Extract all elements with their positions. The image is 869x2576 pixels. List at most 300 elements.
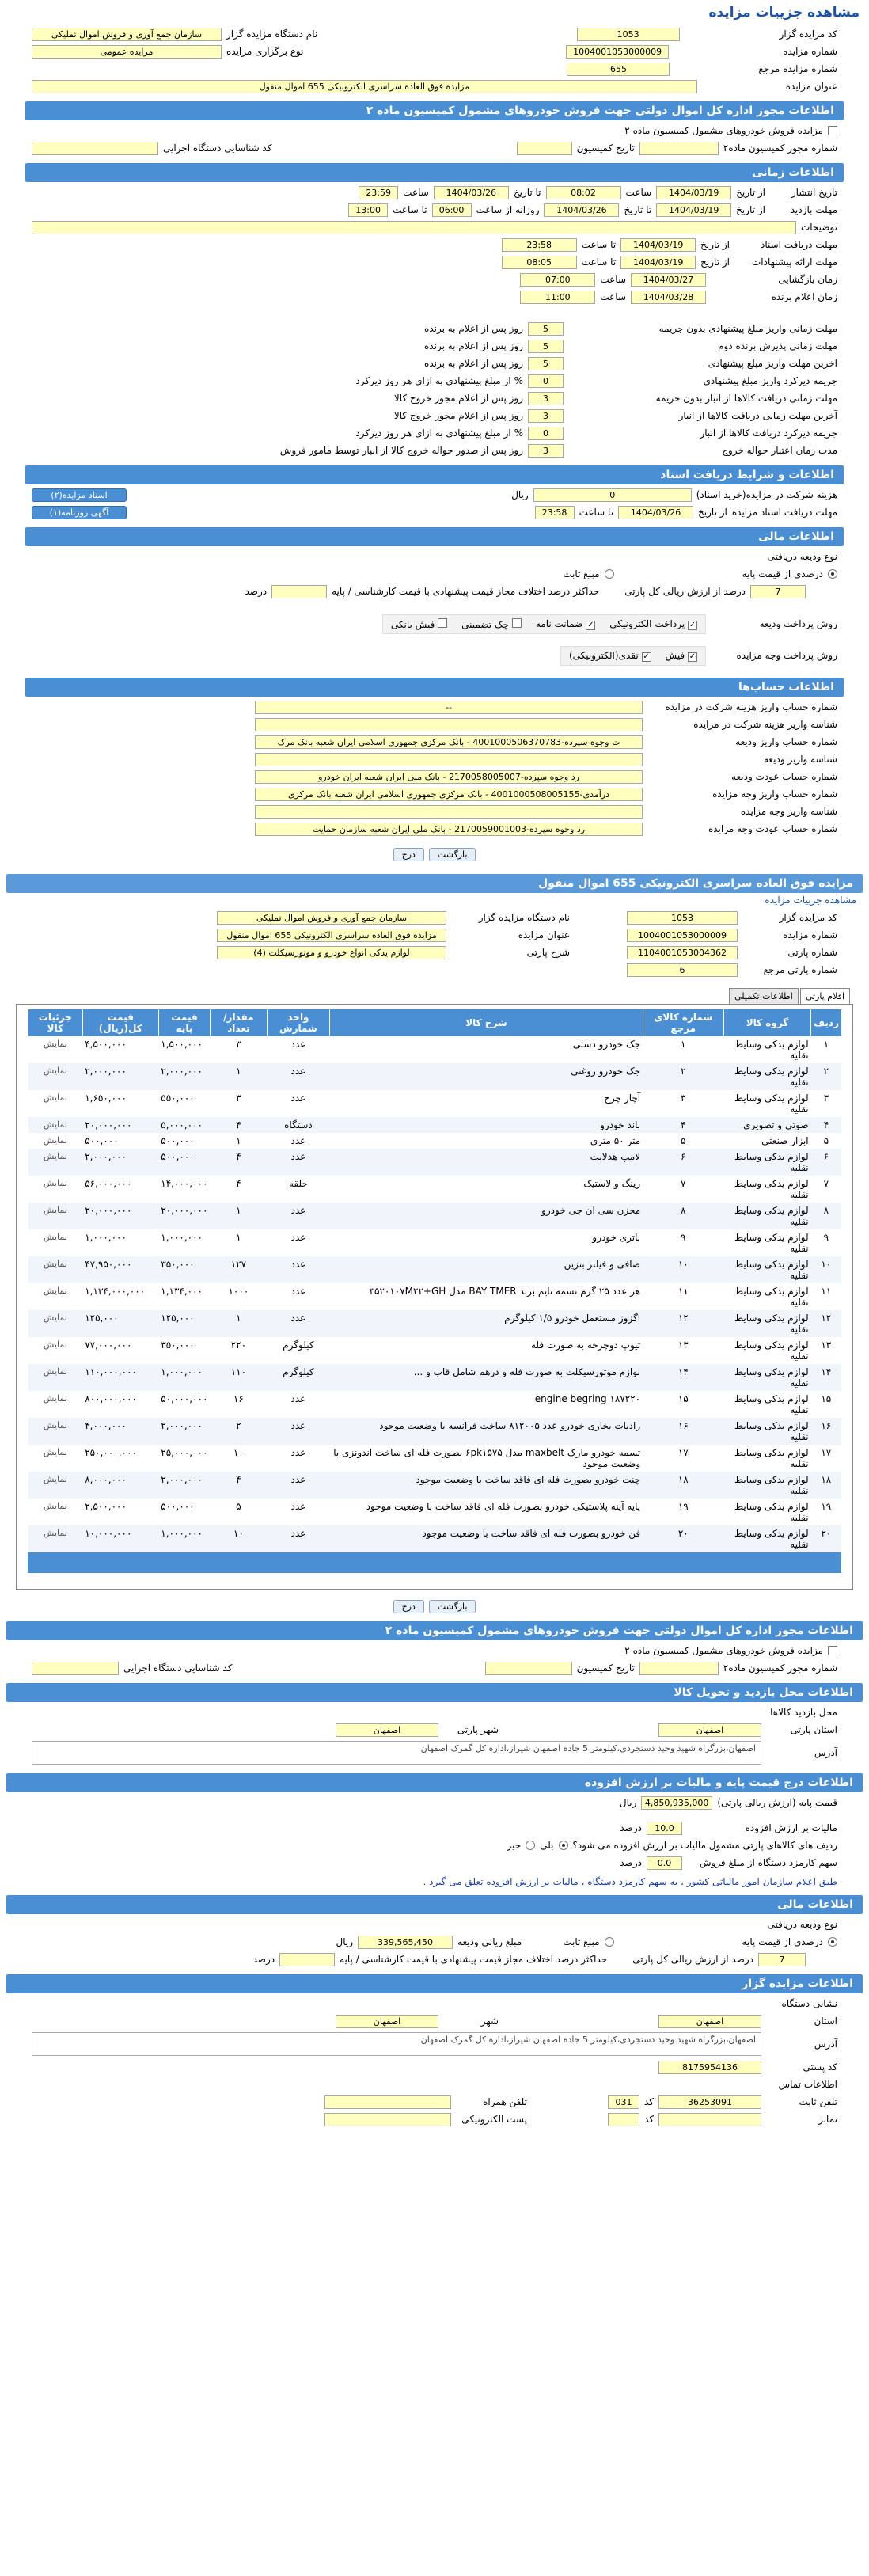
article2-section: [0, 120, 869, 158]
vat-no-label: خیر: [507, 1840, 522, 1851]
cell-details[interactable]: نمایش: [43, 1092, 67, 1103]
cell-qty: ۳: [236, 1092, 241, 1104]
publish-to-time-field: 23:59: [359, 186, 398, 199]
cell-ref: ۷: [681, 1178, 686, 1189]
account-label: شماره حساب عودت وجه مزایده: [708, 823, 837, 834]
items-table-wrap: [16, 1004, 853, 1590]
pay-electronic-checkbox[interactable]: ✓: [689, 620, 696, 629]
account-value: --: [255, 701, 643, 714]
daily-from-label: روزانه از ساعت: [476, 204, 540, 215]
cell-ref: ۱۲: [643, 1310, 723, 1337]
art2b-exec-label: کد شناسایی دستگاه اجرایی: [123, 1662, 233, 1674]
col-ref: شماره کالای مرجع: [643, 1009, 723, 1036]
open-date-field: 1404/03/27: [631, 273, 706, 287]
cell-ref: ۲۰: [643, 1525, 723, 1552]
party-insert-button[interactable]: درج: [393, 1600, 424, 1613]
table-row: [28, 1391, 842, 1418]
max-diff-unit: درصد: [245, 586, 268, 597]
cell-unit: عدد: [290, 1135, 306, 1146]
pricing-section: [0, 1792, 869, 1873]
location-header: اطلاعات محل بازدید و تحویل کالا: [6, 1683, 863, 1702]
publish-label: تاریخ انتشار: [791, 187, 837, 198]
party-link[interactable]: مشاهده جزییات مزایده: [765, 895, 856, 906]
account-row: [32, 750, 837, 768]
deadline-unit: روز پس از اعلام به برنده: [424, 358, 523, 369]
cell-details[interactable]: نمایش: [28, 1117, 83, 1133]
cell-group: لوازم یدکی وسایط نقلیه: [723, 1063, 810, 1090]
percent-label: درصدی از قیمت پایه: [742, 568, 823, 579]
cell-details[interactable]: نمایش: [43, 1501, 67, 1511]
deadline-unit: روز پس از اعلام مجوز خروج کالا: [393, 393, 523, 404]
fax-field: [658, 2113, 761, 2126]
party-info: [0, 907, 869, 980]
phone-label: تلفن ثابت: [799, 2096, 837, 2107]
cell-row: ۶: [811, 1149, 841, 1176]
cell-row: ۱۳: [821, 1339, 832, 1351]
vat-notice: طبق اعلام سازمان امور مالیاتی کشور ، به سهم کارمزد دستگاه ، مالیات بر ارزش افزوده تعلق می گیرد .: [423, 1876, 837, 1887]
cell-base-price: ۱۲۵,۰۰۰: [158, 1310, 210, 1337]
cell-details[interactable]: نمایش: [28, 1063, 83, 1090]
art2b-exec-field: [32, 1662, 119, 1675]
docs-deadline-time-label: تا ساعت: [579, 507, 614, 518]
cell-details[interactable]: نمایش: [28, 1418, 83, 1445]
publish-from-label: از تاریخ: [736, 187, 765, 198]
cell-total: ۵۰۰,۰۰۰: [85, 1135, 119, 1146]
cell-row: ۱۴: [811, 1364, 841, 1391]
cell-details[interactable]: نمایش: [28, 1525, 83, 1552]
article2-checkbox[interactable]: [828, 126, 837, 135]
docs-header: اطلاعات و شرایط دریافت اسناد: [25, 465, 844, 484]
auc-province-label: استان: [814, 2016, 837, 2027]
party-desc-label: شرح پارتی: [526, 947, 570, 958]
cell-row: ۱۵: [821, 1393, 832, 1404]
cell-total: ۱۰,۰۰۰,۰۰۰: [82, 1525, 158, 1552]
docs-section: [0, 484, 869, 522]
cell-total: ۴,۵۰۰,۰۰۰: [85, 1039, 127, 1050]
deadline-row: [32, 424, 837, 442]
vat-question: ردیف های کالاهای پارتی مشمول مالیات بر ارزش افزوده می شود؟: [572, 1840, 837, 1851]
deadline-unit: % از مبلغ پیشنهادی به ازای هر روز دیرکرد: [355, 427, 523, 439]
no-field: 1004001053000009: [566, 45, 669, 59]
cell-total: ۲۰,۰۰۰,۰۰۰: [82, 1117, 158, 1133]
f2-max-field: [279, 1953, 335, 1966]
cell-qty: ۴: [211, 1472, 267, 1499]
postal-field: 8175954136: [658, 2061, 761, 2074]
account-label: شناسه واریز هزینه شرکت در مزایده: [693, 719, 837, 730]
table-row: [28, 1499, 842, 1525]
cell-unit: عدد: [267, 1149, 330, 1176]
party-no-field: 1004001053000009: [627, 929, 738, 942]
col-row: ردیف: [811, 1009, 841, 1036]
cell-total: ۲۰,۰۰۰,۰۰۰: [82, 1203, 158, 1229]
party-tabs: [0, 988, 869, 1004]
items-table: [28, 1009, 841, 1552]
vat-yes-radio[interactable]: [559, 1841, 568, 1850]
accounts-header: اطلاعات حساب‌ها: [25, 678, 844, 697]
publish-to-label: تا تاریخ: [513, 187, 541, 198]
col-base-price: قیمت پایه: [158, 1009, 210, 1036]
account-value: ت وجوه سپرده-4001000506370783 - بانک مرکزی جمهوری اسلامی ایران شعبه بانک مرک: [255, 735, 643, 749]
cell-row: ۱۰: [811, 1256, 841, 1283]
account-value: رد وجوه سپرده-2170058005007 - بانک ملی ایران شعبه ایران خودرو: [255, 770, 643, 784]
table-row: [28, 1090, 842, 1117]
cell-desc: آچار چرخ: [604, 1092, 641, 1104]
cell-unit: عدد: [290, 1447, 306, 1458]
cell-unit: عدد: [290, 1286, 306, 1297]
province-field: اصفهان: [658, 1723, 761, 1737]
offer-to-field: 08:05: [502, 256, 577, 269]
fax-label: نمابر: [818, 2114, 837, 2125]
party-back-button[interactable]: بازگشت: [429, 1600, 476, 1613]
f2-percent-field: 7: [758, 1953, 806, 1966]
winner-date-field: 1404/03/28: [631, 291, 706, 304]
timing-header: اطلاعات زمانی: [25, 163, 844, 182]
exec-code-field: [32, 142, 158, 155]
cell-row: ۱۷: [821, 1447, 832, 1458]
pay-guarantee-checkbox[interactable]: ✓: [587, 620, 594, 629]
cell-total: ۱,۰۰۰,۰۰۰: [85, 1232, 127, 1243]
auc-city-field: اصفهان: [336, 2015, 438, 2028]
finance-section: [0, 546, 869, 673]
cell-base-price: ۵,۰۰۰,۰۰۰: [158, 1117, 210, 1133]
art2b-date-label: تاریخ کمیسیون: [576, 1662, 635, 1674]
party-org-field: سازمان جمع آوری و فروش اموال تملیکی: [217, 911, 446, 925]
share-field: 0.0: [647, 1856, 682, 1870]
account-label: شناسه واریز وجه مزایده: [740, 806, 837, 817]
account-label: شماره حساب واریز وجه مزایده: [712, 788, 837, 800]
cell-unit: دستگاه: [267, 1117, 330, 1133]
cell-ref: ۶: [643, 1149, 723, 1176]
account-row: [32, 716, 837, 733]
cell-base-price: ۱,۵۰۰,۰۰۰: [161, 1039, 203, 1050]
f2-percent-label: درصدی از قیمت پایه: [742, 1936, 823, 1947]
cell-group: لوازم یدکی وسایط نقلیه: [734, 1447, 809, 1469]
cell-base-price: ۳۵۰,۰۰۰: [161, 1339, 195, 1351]
cell-ref: ۱۹: [677, 1501, 689, 1512]
permit-label: شماره مجوز کمیسیون ماده۲: [723, 142, 837, 154]
col-desc: شرح کالا: [330, 1009, 643, 1036]
pay-slip-label: فیش بانکی: [390, 618, 435, 630]
auction-docs-button[interactable]: اسناد مزایده(۲): [32, 488, 127, 502]
cell-total: ۲,۰۰۰,۰۰۰: [82, 1149, 158, 1176]
docs-deadline-time: 23:58: [535, 506, 575, 519]
cell-desc: تسمه خودرو مارک maxbelt مدل ۶pk۱۵۷۵ بصورت فله ای ساخت اندونزی با وضعیت موجود: [333, 1447, 641, 1469]
party-ref-field: 6: [627, 963, 738, 977]
cell-ref: ۱۴: [643, 1364, 723, 1391]
cell-desc: باتری خودرو: [592, 1232, 641, 1243]
account-value: [255, 718, 643, 731]
visit-label: مهلت بازدید: [790, 204, 837, 215]
cell-details[interactable]: نمایش: [28, 1472, 83, 1499]
deadline-value: 3: [528, 409, 564, 423]
fax-code-label: کد: [643, 2114, 654, 2125]
desc-field: [32, 221, 796, 234]
daily-to-field: 13:00: [348, 203, 388, 217]
art2b-chk-label: مزایده فروش خودروهای مشمول کمیسیون ماده ۲: [624, 1645, 823, 1656]
tab-party-items[interactable]: اقلام پارتی: [800, 988, 850, 1004]
cell-desc: باند خودرو: [330, 1117, 643, 1133]
deposit-pay-label: روش پرداخت ودیعه: [759, 618, 837, 629]
winner-time-label: ساعت: [600, 291, 626, 302]
base-price-label: قیمت پایه (ارزش ریالی پارتی): [717, 1797, 837, 1808]
title-label: عنوان مزایده: [785, 81, 837, 92]
visit-from-label: از تاریخ: [736, 204, 765, 215]
account-label: شماره حساب واریز هزینه شرکت در مزایده: [665, 701, 837, 712]
col-unit: واحد شمارش: [267, 1009, 330, 1036]
title-field: مزایده فوق العاده سراسری الکترونیکی 655 اموال منقول: [32, 80, 697, 93]
f2-amount-unit: ریال: [336, 1936, 354, 1947]
pay-slip-checkbox[interactable]: [438, 618, 447, 628]
cell-qty: ۱: [211, 1203, 267, 1229]
f2-percent-radio[interactable]: [828, 1937, 837, 1947]
deadline-row: [32, 355, 837, 372]
visit-to-field: 1404/03/26: [544, 203, 619, 217]
f2-fixed-label: مبلغ ثابت: [563, 1936, 600, 1947]
mobile-label: تلفن همراه: [483, 2096, 527, 2107]
cell-total: ۱۲۵,۰۰۰: [82, 1310, 158, 1337]
cell-base-price: ۲,۰۰۰,۰۰۰: [158, 1063, 210, 1090]
cell-details[interactable]: نمایش: [28, 1203, 83, 1229]
f2-fixed-radio[interactable]: [605, 1937, 614, 1947]
publish-from-field: 1404/03/19: [656, 186, 731, 199]
cell-group: لوازم یدکی وسایط نقلیه: [734, 1339, 809, 1362]
max-diff-label: حداکثر درصد اختلاف مجاز قیمت پیشنهادی با قیمت کارشناسی / پایه: [332, 586, 600, 597]
party-title: مزایده فوق العاده سراسری الکترونیکی 655 اموال منقول: [6, 874, 863, 893]
cell-details[interactable]: نمایش: [43, 1178, 67, 1188]
percent-radio[interactable]: [828, 569, 837, 579]
cell-group: لوازم یدکی وسایط نقلیه: [723, 1472, 810, 1499]
cell-details[interactable]: نمایش: [28, 1310, 83, 1337]
address-label: آدرس: [814, 1747, 837, 1758]
publish-time-label: ساعت: [625, 187, 652, 198]
cell-details[interactable]: نمایش: [28, 1256, 83, 1283]
city-field: اصفهان: [336, 1723, 438, 1737]
email-label: پست الکترونیکی: [461, 2114, 527, 2125]
cell-qty: ۱: [211, 1310, 267, 1337]
pay-cheque-checkbox[interactable]: [512, 618, 522, 628]
deadline-row: [32, 320, 837, 337]
cell-unit: عدد: [290, 1092, 306, 1104]
visit-from-field: 1404/03/19: [656, 203, 731, 217]
cell-total: ۱,۶۵۰,۰۰۰: [85, 1092, 127, 1104]
place-label: محل بازدید کالاها: [770, 1707, 837, 1718]
offer-pay-label: روش پرداخت وجه مزایده: [736, 650, 837, 661]
table-row: [28, 1364, 842, 1391]
account-value: درآمدی-4001000508005155 - بانک مرکزی جمهوری اسلامی ایران شعبه بانک مرکزی: [255, 788, 643, 801]
commission-date-label: تاریخ کمیسیون: [576, 142, 635, 154]
cell-desc: جک خودرو روغنی: [330, 1063, 643, 1090]
cell-details[interactable]: نمایش: [43, 1039, 67, 1049]
cell-desc: اگزوز مستعمل خودرو ۱/۵ کیلوگرم: [330, 1310, 643, 1337]
fixed-radio[interactable]: [605, 569, 614, 579]
docs-deadline-date: 1404/03/26: [618, 506, 693, 519]
cell-group: لوازم یدکی وسایط نقلیه: [723, 1256, 810, 1283]
offer-slip-checkbox[interactable]: ✓: [689, 652, 696, 661]
vat-no-radio[interactable]: [526, 1841, 535, 1850]
deadlines-section: [0, 318, 869, 461]
cell-details[interactable]: نمایش: [28, 1364, 83, 1391]
table-row: [28, 1310, 842, 1337]
cell-ref: ۱۳: [677, 1339, 689, 1351]
cell-qty: ۱۶: [233, 1393, 244, 1404]
deadline-label: آخرین مهلت زمانی دریافت کالاها از انبار: [678, 410, 837, 421]
table-row: [28, 1133, 842, 1149]
table-row: [28, 1472, 842, 1499]
cell-desc: لوازم موتورسیکلت به صورت فله و درهم شامل قاب و ...: [330, 1364, 643, 1391]
deposit-pay-options: [382, 614, 706, 634]
cell-ref: ۱: [681, 1039, 686, 1050]
visit-to-label: تا تاریخ: [624, 204, 652, 215]
cell-ref: ۱۱: [677, 1286, 689, 1297]
cell-base-price: ۱,۰۰۰,۰۰۰: [161, 1232, 203, 1243]
cell-desc: متر ۵۰ متری: [590, 1135, 641, 1146]
cell-desc: engine begring ۱۸۷۲۲۰: [534, 1393, 641, 1404]
party-ref-label: شماره پارتی مرجع: [763, 964, 837, 975]
cell-qty: ۱: [211, 1063, 267, 1090]
fee-field: 0: [533, 488, 692, 502]
auctioneer-header: اطلاعات مزایده گزار: [6, 1974, 863, 1993]
party-org-label: نام دستگاه مزایده گزار: [478, 912, 570, 923]
deadline-row: [32, 337, 837, 355]
cell-details[interactable]: نمایش: [43, 1339, 67, 1350]
percent-field: 7: [750, 585, 806, 598]
cell-row: ۲۰: [811, 1525, 841, 1552]
cell-ref: ۱۷: [677, 1447, 689, 1458]
cell-ref: ۱۵: [677, 1393, 689, 1404]
cell-group: صوتی و تصویری: [723, 1117, 810, 1133]
table-row: [28, 1149, 842, 1176]
fee-unit: ریال: [511, 489, 529, 500]
f2-max-label: حداکثر درصد اختلاف مجاز قیمت پیشنهادی با قیمت کارشناسی / پایه: [340, 1954, 608, 1965]
cell-details[interactable]: نمایش: [28, 1149, 83, 1176]
cell-row: ۴: [811, 1117, 841, 1133]
finance2-header: اطلاعات مالی: [6, 1895, 863, 1914]
ref-field: 655: [567, 63, 670, 76]
f2-percent-unit: درصد از ارزش ریالی کل پارتی: [632, 1954, 753, 1965]
deadline-unit: روز پس از اعلام به برنده: [424, 340, 523, 351]
cell-desc: پایه آینه پلاستیکی خودرو بصورت فله ای فاقد ساخت با وضعیت موجود: [366, 1501, 641, 1512]
cell-total: ۷۷,۰۰۰,۰۰۰: [85, 1339, 132, 1351]
deadline-label: مهلت زمانی پذیرش برنده دوم: [718, 340, 837, 351]
page-title: مشاهده جزییات مزایده: [708, 5, 860, 21]
email-field: [324, 2113, 451, 2126]
deadline-value: 5: [528, 322, 564, 336]
cell-ref: ۹: [681, 1232, 686, 1243]
account-value: [255, 805, 643, 819]
no-label: شماره مزایده: [783, 46, 837, 57]
cell-qty: ۴: [236, 1178, 241, 1189]
cell-qty: ۱۰: [233, 1447, 244, 1458]
deadline-value: 0: [528, 374, 564, 388]
timing-section: [0, 182, 869, 307]
f2-amount-field: 339,565,450: [358, 1936, 453, 1949]
offer-cash-checkbox[interactable]: ✓: [643, 652, 650, 661]
docs-deadline-from: از تاریخ: [698, 507, 727, 518]
winner-time-field: 11:00: [520, 291, 595, 304]
account-label: شماره حساب واریز ودیعه: [735, 736, 837, 747]
cell-base-price: ۱,۱۳۴,۰۰۰: [161, 1286, 203, 1297]
docs-deadline-label: مهلت دریافت اسناد مزایده: [731, 507, 837, 518]
publish-to-time-label: ساعت: [403, 187, 429, 198]
auc-address-field: اصفهان،بزرگراه شهید وحید دستجردی،کیلومتر 5 جاده اصفهان شیراز،اداره کل گمرک اصفهان: [32, 2032, 761, 2056]
deadline-value: 3: [528, 392, 564, 405]
cell-qty: ۳: [236, 1039, 241, 1050]
cell-desc: چنت خودرو بصورت فله ای فاقد ساخت با وضعیت موجود: [330, 1472, 643, 1499]
cell-total: ۲,۵۰۰,۰۰۰: [85, 1501, 127, 1512]
finance2-section: [0, 1914, 869, 1970]
deadline-row: [32, 389, 837, 407]
deposit-type-label: نوع ودیعه دریافتی: [767, 551, 837, 562]
cell-ref: ۱۰: [643, 1256, 723, 1283]
party-no-label: شماره مزایده: [783, 929, 837, 940]
auc-address-label: آدرس: [814, 2038, 837, 2050]
offer-to-label: تا ساعت: [581, 256, 617, 268]
doc-from-label: از تاریخ: [700, 239, 730, 250]
ref-label: شماره مزایده مرجع: [758, 63, 837, 74]
table-row: [28, 1117, 842, 1133]
cell-base-price: ۵۰۰,۰۰۰: [161, 1501, 195, 1512]
cell-total: ۵۶,۰۰۰,۰۰۰: [85, 1178, 132, 1189]
auction-info: [0, 24, 869, 97]
cell-ref: ۸: [643, 1203, 723, 1229]
cell-base-price: ۲,۰۰۰,۰۰۰: [158, 1472, 210, 1499]
tab-extra-info[interactable]: اطلاعات تکمیلی: [729, 988, 799, 1004]
doc-to-field: 23:58: [502, 238, 577, 252]
pay-guarantee-label: ضمانت نامه: [535, 617, 583, 629]
art2b-permit-field: [639, 1662, 719, 1675]
code-field: 1053: [577, 28, 680, 41]
deadline-label: مهلت زمانی واریز مبلغ پیشنهادی بدون جریمه: [658, 323, 837, 334]
cell-unit: عدد: [267, 1203, 330, 1229]
cell-details[interactable]: نمایش: [43, 1135, 67, 1146]
cell-total: ۸۰۰,۰۰۰,۰۰۰: [85, 1393, 137, 1404]
cell-unit: عدد: [267, 1472, 330, 1499]
account-row: [32, 768, 837, 785]
cell-unit: عدد: [290, 1393, 306, 1404]
table-row: [28, 1063, 842, 1090]
art2b-permit-label: شماره مجوز کمیسیون ماده۲: [723, 1662, 837, 1674]
account-label: شناسه واریز ودیعه: [763, 754, 837, 765]
cell-qty: ۱۱۰: [211, 1364, 267, 1391]
vat-yes-label: بلی: [540, 1840, 554, 1851]
party-title-field: مزایده فوق العاده سراسری الکترونیکی 655 اموال منقول: [217, 929, 446, 942]
cell-details[interactable]: نمایش: [43, 1447, 67, 1457]
auc-province-field: اصفهان: [658, 2015, 761, 2028]
art2b-checkbox[interactable]: [828, 1646, 837, 1655]
party-code-field: 1053: [627, 911, 738, 925]
doc-to-label: تا ساعت: [581, 239, 617, 250]
newspaper-ad-button[interactable]: آگهی روزنامه(۱): [32, 506, 127, 519]
share-unit: درصد: [620, 1857, 642, 1868]
insert-button[interactable]: درج: [393, 848, 424, 861]
daily-to-label: تا ساعت: [393, 204, 427, 215]
cell-details[interactable]: نمایش: [43, 1286, 67, 1296]
cell-row: ۱: [823, 1039, 829, 1050]
back-button[interactable]: بازگشت: [429, 848, 476, 861]
cell-row: ۱۲: [811, 1310, 841, 1337]
max-diff-field: [271, 585, 327, 598]
f2-max-unit: درصد: [252, 1954, 275, 1965]
addr-head: نشانی دستگاه: [781, 1998, 837, 2009]
f2-type-label: نوع ودیعه دریافتی: [767, 1919, 837, 1930]
cell-details[interactable]: نمایش: [43, 1232, 67, 1242]
vat-label: مالیات بر ارزش افزوده: [745, 1822, 837, 1833]
cell-details[interactable]: نمایش: [43, 1393, 67, 1404]
table-row: [28, 1229, 842, 1256]
cell-base-price: ۲۰,۰۰۰,۰۰۰: [158, 1203, 210, 1229]
cell-row: ۵: [823, 1135, 829, 1146]
cell-ref: ۱۶: [643, 1418, 723, 1445]
